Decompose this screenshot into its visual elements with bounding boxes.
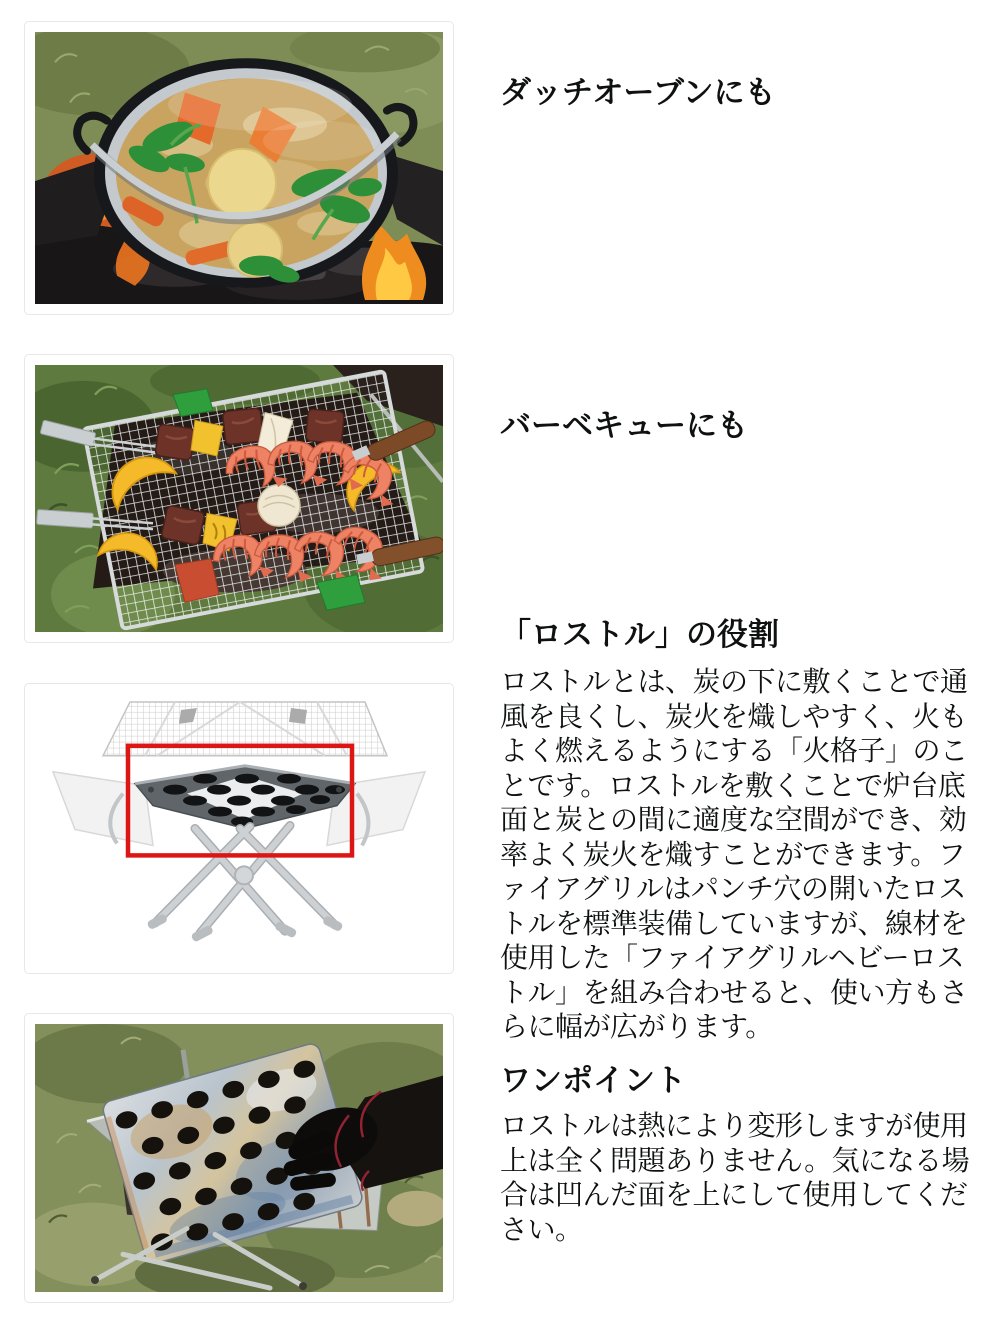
fire-grill-rostle-diagram: [35, 694, 443, 963]
heading-one-point: ワンポイント: [500, 1062, 686, 1098]
body-one-point: ロストルは熱により変形しますが使用上は全く問題ありません。気になる場合は凹んだ面を上にして使用してください。: [500, 1110, 970, 1245]
barbecue-grill-photo: [35, 365, 443, 632]
heading-barbecue: バーベキューにも: [500, 407, 748, 443]
deformed-rostle-photo: [35, 1024, 443, 1292]
dutch-oven-cooking-photo: [35, 32, 443, 304]
section-card-one-point: [24, 1013, 454, 1303]
body-rostle-role: ロストルとは、炭の下に敷くことで通風を良くし、炭火を熾しやすく、火もよく燃えるようにする「火格子」のことです。ロストルを敷くことで炉台底面と炭との間に適度な空間ができ、効率よく炭火を熾すことができます。ファイアグリルはパンチ穴の開いたロストルを標準装備していますが、線材を使用した「ファイアグリルヘビーロストル」を組み合わせると、使い方もさらに幅が広がります。: [500, 666, 968, 1042]
heading-dutch-oven: ダッチオーブンにも: [500, 74, 776, 110]
heading-rostle-role: 「ロストル」の役割: [500, 616, 779, 652]
section-card-barbecue: [24, 354, 454, 643]
section-card-rostle-diagram: [24, 683, 454, 974]
section-card-dutch-oven: [24, 21, 454, 315]
